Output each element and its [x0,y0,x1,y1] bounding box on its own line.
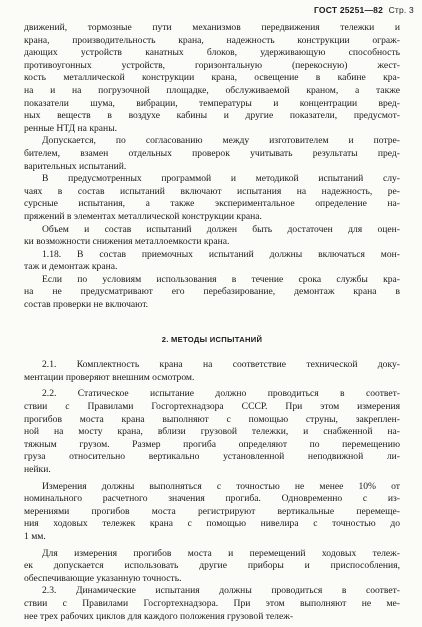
text-line: 2.1. Комплектность крана на соответствие технической доку- [42,359,400,371]
text-line: на не предусматривают его перебазирование, демонтаж крана в [24,286,400,298]
text-line: ки возможности снижения металлоемкости крана. [24,236,230,248]
text-line: сурсные испытания, а также экспериментальное определение на- [24,198,400,210]
text-line: ренные НТД на краны. [24,122,118,134]
paragraph-2-3 [24,585,400,623]
text-line: ствии с Правилами Госгортехнадзора. При этом выполняют не ме- [24,597,400,609]
text-line: груза относительно вертикально установленной неподвижной ли- [24,451,400,463]
text-line: чаях в состав испытаний включают испытания на надежность, ре- [24,185,400,197]
text-line: нейки. [24,464,51,475]
paragraph-measurement-accuracy [24,481,400,544]
text-line: противоугонных устройств, горизонтальную (перекосную) жест- [24,59,400,71]
text-line: ных веществ в воздухе кабины и другие показатели, предусмот- [24,110,400,122]
text-line: Измерения должны выполняться с точностью не менее 10% от [42,480,400,492]
document-body [24,22,400,623]
page-number: Стр. 3 [388,5,414,15]
text-line: Для измерения прогибов моста и перемещений ходовых тележ- [42,547,400,559]
text-line: обеспечивающие указанную точность. [24,572,182,584]
text-line: таж и демонтаж крана. [24,261,118,273]
text-line: кость металлической конструкции крана, освещение в кабине кра- [24,72,400,84]
paragraph-dismantling [24,274,400,312]
text-line: ния ходовых тележек крана с помощью нивелира с точностью до [24,518,400,530]
text-line: движений, тормозные пути механизмов передвижения тележки и [24,22,400,33]
standard-number: ГОСТ 25251—82 [314,5,384,15]
text-line: крана, производительность крана, надежность конструкции ограж- [24,34,400,46]
text-line: 2.3. Динамические испытания должны проводиться в соответ- [42,585,400,597]
text-line: показатели шума, вибрации, температуры и концентрации вред- [24,97,400,109]
text-line: дающих устройств канатных блоков, удерживающую способность [24,47,400,59]
paragraph-other-instruments [24,548,400,586]
paragraph-tolerance [24,135,400,173]
paragraph-2-1 [24,359,400,384]
text-line: 1.18. В состав приемочных испытаний должны включаться мон- [42,248,400,260]
text-line: нее трех рабочих циклов для каждого положения грузовой тележ- [24,610,294,622]
text-line: Объем и состав испытаний должен быть достаточен для оцен- [42,223,400,235]
paragraph-test-scope [24,224,400,249]
text-line: ментации проверяют внешним осмотром. [24,371,195,383]
paragraph-continuation [24,22,400,135]
text-line: на и на погрузочной площадке, обслуживаемой краном, а также [24,84,400,96]
paragraph-reliability-tests [24,173,400,223]
text-line: ек допускается использовать другие приборы и приспособления, [24,560,400,572]
text-line: ной на мосту крана, вблизи грузовой тележки, и снабженной на- [24,426,400,438]
text-line: 1 мм. [24,530,46,542]
text-line: ствии с Правилами Госгортехнадзора СССР. При этом измерения [24,401,400,413]
text-line: Если по условиям использования в течение срока службы кра- [42,273,400,285]
section-title: 2. МЕТОДЫ ИСПЫТАНИЙ [161,334,263,344]
paragraph-1-18 [24,249,400,274]
text-line: номинального расчетного значения прогиба. Одновременно с из- [24,493,400,505]
text-line: 2.2. Статическое испытание должно проводиться в соответ- [42,388,400,400]
paragraph-2-2 [24,388,400,476]
text-line: мерениями прогибов моста регистрируют вертикальные перемеще- [24,505,400,517]
text-line: прогибов моста крана выполняют с помощью струны, закреплен- [24,413,400,425]
text-line: В предусмотренных программой и методикой испытаний слу- [42,173,400,185]
text-line: варительных испытаний. [24,160,127,172]
text-line: тяжным грузом. Размер прогиба определяют по перемещению [24,438,400,450]
page-header [314,5,414,15]
text-line: бителем, взамен отдельных проверок учитывать результаты пред- [24,147,400,159]
text-line: пряжений в элементах металлической конструкции крана. [24,210,262,222]
text-line: состав проверки не включают. [24,299,149,311]
text-line: Допускается, по согласованию между изготовителем и потре- [42,135,400,147]
